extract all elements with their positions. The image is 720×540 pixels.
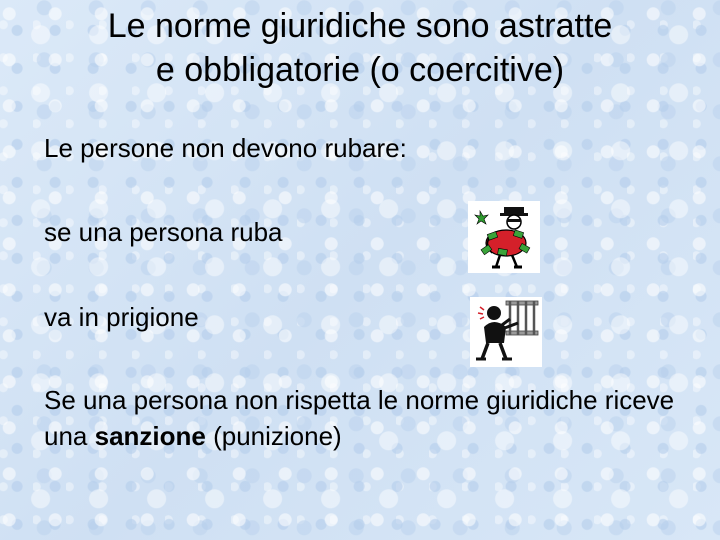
- thief-clipart: [468, 201, 540, 273]
- slide-title: [20, 4, 700, 92]
- text-rule: Le persone non devono rubare:: [44, 133, 407, 163]
- thief-icon: [468, 201, 540, 273]
- title-line-1: Le norme giuridiche sono astratte: [107, 7, 613, 45]
- text-condition: se una persona ruba: [44, 217, 283, 247]
- jail-clipart: [470, 297, 542, 367]
- conclusion-part-1: Se una persona non rispetta le norme giuridiche riceve una: [44, 385, 675, 451]
- text-consequence: va in prigione: [44, 302, 199, 332]
- conclusion-part-2: (punizione): [205, 421, 342, 451]
- text-conclusion: [44, 382, 684, 454]
- prisoner-icon: [470, 297, 542, 367]
- title-line-2: e obbligatorie (o coercitive): [155, 51, 565, 89]
- conclusion-keyword: sanzione: [94, 421, 206, 451]
